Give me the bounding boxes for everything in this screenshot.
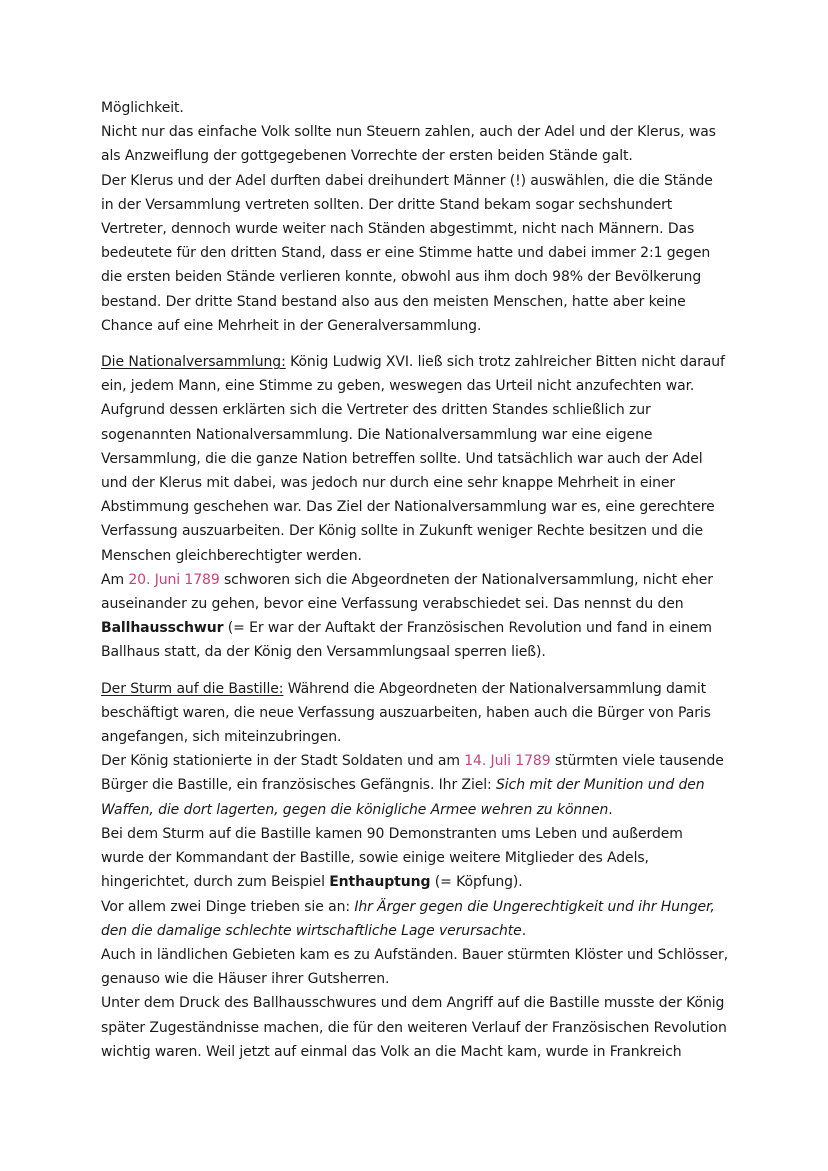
text-span: (= Köpfung). <box>430 874 523 891</box>
text-line: wichtig waren. Weil jetzt auf einmal das Volk an die Macht kam, wurde in Frankreich <box>101 1043 682 1060</box>
document-page <box>101 96 741 1064</box>
text-line <box>101 350 741 374</box>
text-line: in der Versammlung vertreten sollten. Der dritte Stand bekam sogar sechshundert <box>101 196 673 213</box>
text-line: Vertreter, dennoch wurde weiter nach Ständen abgestimmt, nicht nach Männern. Das <box>101 221 695 238</box>
text-line: die ersten beiden Stände verlieren konnte, obwohl aus ihm doch 98% der Bevölkerung <box>101 269 702 286</box>
paragraph-gap <box>101 338 741 350</box>
text-line: ein, jedem Mann, eine Stimme zu geben, weswegen das Urteil nicht anzufechten war. <box>101 378 695 395</box>
text-span: Bürger die Bastille, ein französisches Gefängnis. Ihr Ziel: <box>101 777 497 794</box>
text-line <box>101 870 741 894</box>
text-line: Menschen gleichberechtigter werden. <box>101 547 362 564</box>
text-span: stürmten viele tausende <box>550 753 724 770</box>
text-span: König Ludwig XVI. ließ sich trotz zahlreicher Bitten nicht darauf <box>285 354 725 371</box>
italic-text: den die damalige schlechte wirtschaftliche Lage verursachte <box>101 922 522 939</box>
text-line: sogenannten Nationalversammlung. Die Nationalversammlung war eine eigene <box>101 426 653 443</box>
text-line: als Anzweiflung der gottgegebenen Vorrechte der ersten beiden Stände galt. <box>101 148 633 165</box>
text-line <box>101 749 741 773</box>
text-line <box>101 798 741 822</box>
text-line <box>101 919 741 943</box>
text-line: beschäftigt waren, die neue Verfassung auszuarbeiten, haben auch die Bürger von Paris <box>101 704 711 721</box>
text-line: auseinander zu gehen, bevor eine Verfassung verabschiedet sei. Das nennst du den <box>101 596 684 613</box>
date-highlight: 20. Juni 1789 <box>128 571 220 588</box>
text-span: Vor allem zwei Dinge trieben sie an: <box>101 898 355 915</box>
text-line: Unter dem Druck des Ballhausschwures und dem Angriff auf die Bastille musste der König <box>101 995 725 1012</box>
italic-text: Sich mit der Munition und den <box>496 777 705 794</box>
text-span: . <box>521 922 527 939</box>
italic-text: Ihr Ärger gegen die Ungerechtigkeit und ihr Hunger, <box>354 898 715 915</box>
text-span: Am <box>101 571 129 588</box>
section-heading: Der Sturm auf die Bastille: <box>101 680 284 697</box>
text-line: später Zugeständnisse machen, die für den weiteren Verlauf der Französischen Revolution <box>101 1019 727 1036</box>
text-line: Abstimmung geschehen war. Das Ziel der Nationalversammlung war es, eine gerechtere <box>101 499 715 516</box>
text-line: und der Klerus mit dabei, was jedoch nur durch eine sehr knappe Mehrheit in einer <box>101 475 676 492</box>
paragraph-nationalversammlung <box>101 350 741 665</box>
text-line: Chance auf eine Mehrheit in der Generalversammlung. <box>101 317 482 334</box>
text-line: angefangen, sich miteinzubringen. <box>101 729 342 746</box>
paragraph-sturm-bastille <box>101 677 741 1064</box>
date-highlight: 14. Juli 1789 <box>464 753 551 770</box>
text-span: Während die Abgeordneten der Nationalversammlung damit <box>283 680 706 697</box>
text-line <box>101 568 741 592</box>
key-term: Ballhausschwur <box>101 620 224 637</box>
text-span: Der König stationierte in der Stadt Soldaten und am <box>101 753 465 770</box>
section-heading: Die Nationalversammlung: <box>101 354 286 371</box>
text-line: bestand. Der dritte Stand bestand also aus den meisten Menschen, hatte aber keine <box>101 293 686 310</box>
text-line: Ballhaus statt, da der König den Versammlungsaal sperren ließ). <box>101 644 546 661</box>
text-line: Versammlung, die die ganze Nation betreffen sollte. Und tatsächlich war auch der Adel <box>101 450 703 467</box>
text-line: genauso wie die Häuser ihrer Gutsherren. <box>101 971 390 988</box>
italic-text: Waffen, die dort lagerten, gegen die königliche Armee wehren zu können <box>101 801 609 818</box>
text-line: Nicht nur das einfache Volk sollte nun Steuern zahlen, auch der Adel und der Klerus, was <box>101 124 716 141</box>
text-line: Aufgrund dessen erklärten sich die Vertreter des dritten Standes schließlich zur <box>101 402 651 419</box>
text-line <box>101 895 741 919</box>
text-line: Möglichkeit. <box>101 100 184 116</box>
text-line: bedeutete für den dritten Stand, dass er eine Stimme hatte und dabei immer 2:1 gegen <box>101 245 711 262</box>
paragraph-gap <box>101 665 741 677</box>
text-line: Verfassung auszuarbeiten. Der König sollte in Zukunft weniger Rechte besitzen und die <box>101 523 704 540</box>
text-span: schworen sich die Abgeordneten der Nationalversammlung, nicht eher <box>219 571 713 588</box>
text-span: hingerichtet, durch zum Beispiel <box>101 874 330 891</box>
text-line: Der Klerus und der Adel durften dabei dreihundert Männer (!) auswählen, die die Stände <box>101 172 713 189</box>
text-span: . <box>608 801 613 818</box>
paragraph-generalversammlung <box>101 96 741 338</box>
text-line: Auch in ländlichen Gebieten kam es zu Aufständen. Bauer stürmten Klöster und Schlösser, <box>101 946 728 963</box>
text-line: Bei dem Sturm auf die Bastille kamen 90 Demonstranten ums Leben und außerdem <box>101 825 683 842</box>
text-line <box>101 677 741 701</box>
text-line <box>101 616 741 640</box>
text-line: wurde der Kommandant der Bastille, sowie einige weitere Mitglieder des Adels, <box>101 850 649 867</box>
text-span: (= Er war der Auftakt der Französischen Revolution und fand in einem <box>223 620 712 637</box>
text-line <box>101 773 741 797</box>
key-term: Enthauptung <box>329 874 431 891</box>
